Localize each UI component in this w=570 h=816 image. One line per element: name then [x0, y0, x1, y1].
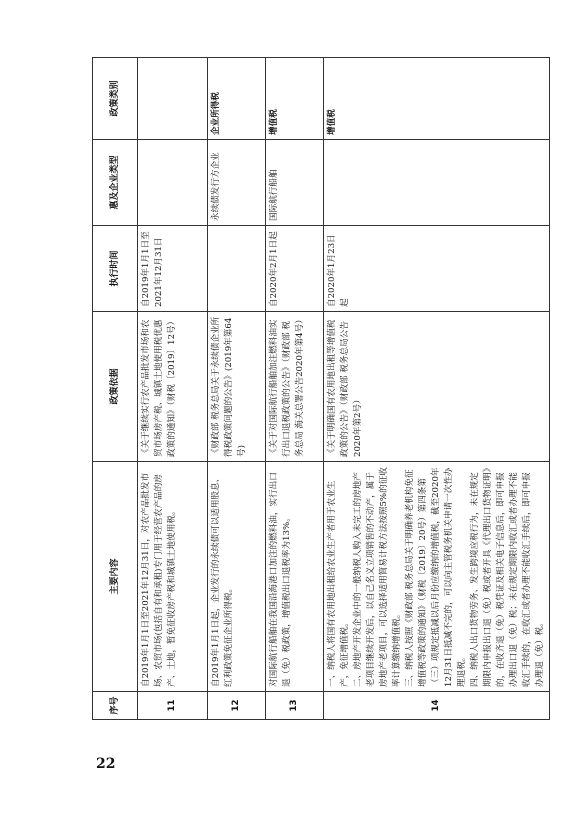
content-paragraph: 三、纳税人按照《财政部 税务总局关于明确养老机构免征增值税等政策的通知》（财税〔2019〕20号）第四条第（三）项规定抵减以后月份应缴纳的增值税，截至2020年12月31日抵减不完的，可以向主管税务机关申请一次性办理退税。	[405, 467, 467, 687]
header-period: 执行时间	[93, 226, 138, 312]
row-scope: 国际航行船舶	[266, 140, 324, 226]
header-basis: 政策依据	[93, 312, 138, 462]
row-scope	[324, 140, 550, 226]
row-no: 11	[138, 692, 208, 720]
row-basis: 《关于对国际航行船舶加注燃料油实行出口退税政策的公告》（财政部 税务总局 海关总署公告2020年第4号）	[266, 312, 324, 462]
header-tax: 政策类别	[93, 58, 138, 140]
row-content	[208, 462, 266, 692]
row-content	[266, 462, 324, 692]
row-basis: 《关于明确国有农用地出租等增值税政策的公告》（财政部 税务总局公告2020年第2号）	[324, 312, 550, 462]
row-scope	[138, 140, 208, 226]
row-period: 自2019年1月1日至2021年12月31日	[138, 226, 208, 312]
row-tax	[138, 58, 208, 140]
row-tax: 增值税	[324, 58, 550, 140]
row-no: 12	[208, 692, 266, 720]
content-paragraph: 二、房地产开发企业中的一般纳税人购入未完工的房地产老项目继续开发后，以自己名义立项销售的不动产，属于房地产老项目，可以选择适用简易计税方法按照5%的征收率计算缴纳增值税。	[353, 467, 402, 687]
row-tax: 企业所得税	[208, 58, 266, 140]
content-paragraph: 自2019年1月1日至2021年12月31日，对农产品批发市场、农贸市场(包括自有和承租)专门用于经营农产品的房产、土地，暂免征收房产税和城镇土地使用税。	[141, 472, 177, 687]
row-no: 14	[324, 692, 550, 720]
row-period: 自2020年2月1日起	[266, 226, 324, 312]
row-tax: 增值税	[266, 58, 324, 140]
table-row	[138, 58, 208, 720]
table-row	[324, 58, 550, 720]
row-basis: 《财政部 税务总局关于永续债企业所得税政策问题的公告》(2019年第64号)	[208, 312, 266, 462]
content-paragraph: 自2019年1月1日起，企业发行的永续债可以适用股息、红利政策免征企业所得税。	[211, 473, 234, 687]
content-paragraph: 四、纳税人出口货物劳务、发生跨境应税行为，未在规定期限内申报出口退（免）税或者开具《代理出口货物证明》的，在收齐退（免）税凭证及相关电子信息后，即可申报办理出口退（免）税；未在规定期限内收汇或者办理不能收汇手续的，在收汇或者办理不能收汇手续后，即可申报办理退（免）税。	[470, 467, 545, 687]
table-row	[208, 58, 266, 720]
row-content	[324, 462, 550, 692]
header-no: 序号	[93, 692, 138, 720]
content-paragraph: 一、纳税人将国有农用地出租给农业生产者用于农业生产，免征增值税。	[327, 480, 350, 687]
table-row	[266, 58, 324, 720]
row-basis: 《关于继续实行农产品批发市场和农贸市场房产税、城镇土地使用税优惠政策的通知》（财税〔2019〕12号）	[138, 312, 208, 462]
row-no: 13	[266, 692, 324, 720]
row-period: 自2020年1月23日起	[324, 226, 550, 312]
row-scope: 永续债发行方企业	[208, 140, 266, 226]
content-paragraph: 对国际航行船舶在我国沿海港口加注的燃料油，实行出口退（免）税政策，增值税出口退税率为13%。	[269, 472, 292, 687]
table-header-row	[93, 58, 138, 720]
header-scope: 惠及企业类型	[93, 140, 138, 226]
row-content	[138, 462, 208, 692]
rotated-table-container	[92, 58, 545, 720]
header-content: 主要内容	[93, 462, 138, 692]
policy-table	[92, 57, 550, 720]
row-period	[208, 226, 266, 312]
page-number: 22	[96, 756, 116, 772]
